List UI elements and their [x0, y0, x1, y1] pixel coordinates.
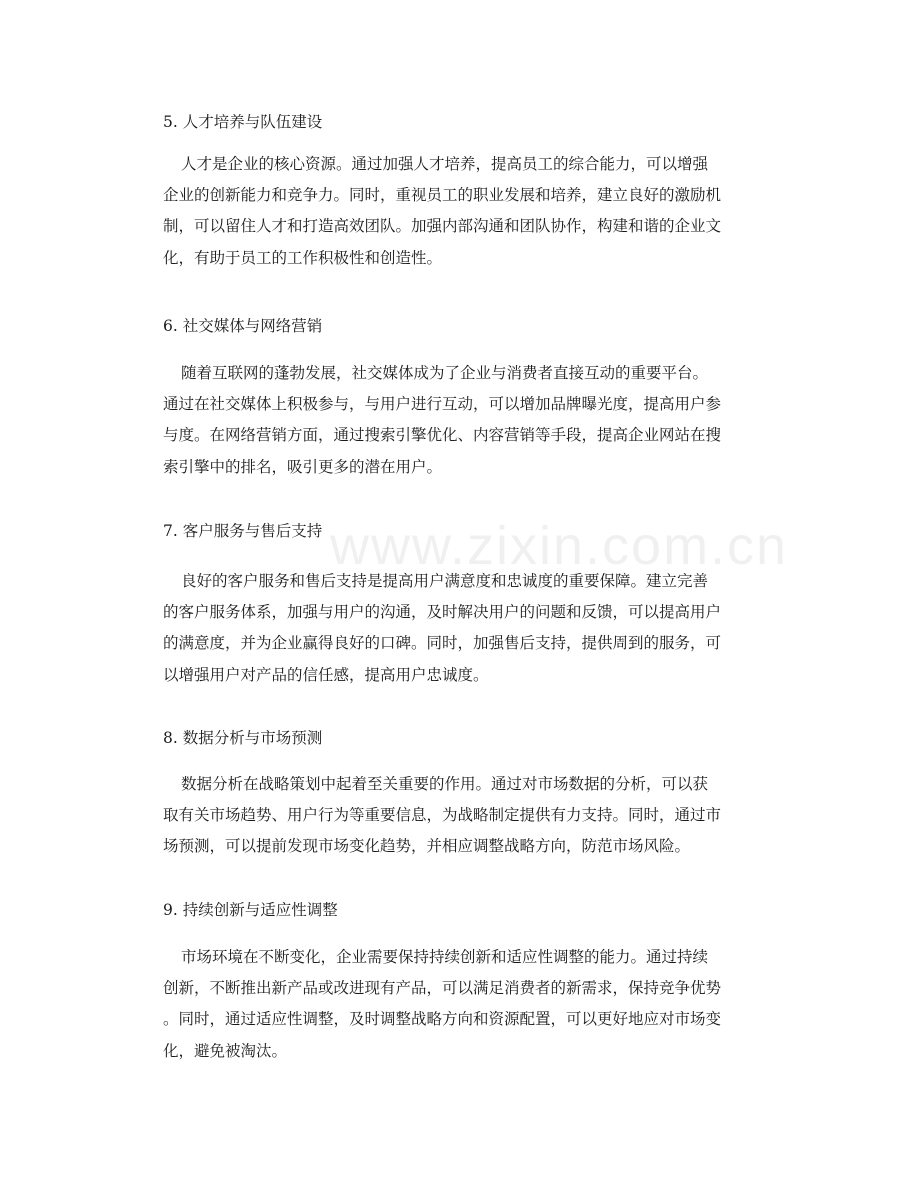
section-heading: 9. 持续创新与适应性调整	[163, 901, 338, 919]
paragraph-line: 随着互联网的蓬勃发展，社交媒体成为了企业与消费者直接互动的重要平台。	[181, 364, 709, 382]
section-heading: 7. 客户服务与售后支持	[163, 522, 323, 540]
section-heading: 6. 社交媒体与网络营销	[163, 317, 323, 335]
paragraph-line: 的客户服务体系，加强与用户的沟通，及时解决用户的问题和反馈，可以提高用户	[163, 603, 722, 621]
paragraph-line: 化，有助于员工的工作积极性和创造性。	[163, 249, 443, 267]
paragraph-line: 企业的创新能力和竞争力。同时，重视员工的职业发展和培养，建立良好的激励机	[163, 186, 722, 204]
paragraph-line: 取有关市场趋势、用户行为等重要信息，为战略制定提供有力支持。同时，通过市	[163, 806, 722, 824]
paragraph-line: 的满意度，并为企业赢得良好的口碑。同时，加强售后支持，提供周到的服务，可	[163, 634, 722, 652]
paragraph-line: 化，避免被淘汰。	[163, 1042, 288, 1060]
paragraph-line: 索引擎中的排名，吸引更多的潜在用户。	[163, 458, 443, 476]
paragraph-line: 以增强用户对产品的信任感，提高用户忠诚度。	[163, 666, 489, 684]
paragraph-line: 市场环境在不断变化，企业需要保持持续创新和适应性调整的能力。通过持续	[181, 948, 709, 966]
paragraph-line: 场预测，可以提前发现市场变化趋势，并相应调整战略方向，防范市场风险。	[163, 837, 691, 855]
paragraph-line: 通过在社交媒体上积极参与，与用户进行互动，可以增加品牌曝光度，提高用户参	[163, 395, 722, 413]
watermark: www.zixin.com.cn	[330, 516, 789, 576]
section-heading: 8. 数据分析与市场预测	[163, 729, 323, 747]
paragraph-line: 良好的客户服务和售后支持是提高用户满意度和忠诚度的重要保障。建立完善	[181, 572, 709, 590]
paragraph-line: 制，可以留住人才和打造高效团队。加强内部沟通和团队协作，构建和谐的企业文	[163, 217, 722, 235]
section-heading: 5. 人才培养与队伍建设	[163, 113, 323, 131]
paragraph-line: 人才是企业的核心资源。通过加强人才培养，提高员工的综合能力，可以增强	[181, 155, 709, 173]
paragraph-line: 。同时，通过适应性调整，及时调整战略方向和资源配置，可以更好地应对市场变	[163, 1010, 722, 1028]
paragraph-line: 与度。在网络营销方面，通过搜索引擎优化、内容营销等手段，提高企业网站在搜	[163, 426, 722, 444]
paragraph-line: 数据分析在战略策划中起着至关重要的作用。通过对市场数据的分析，可以获	[181, 775, 709, 793]
paragraph-line: 创新，不断推出新产品或改进现有产品，可以满足消费者的新需求，保持竞争优势	[163, 979, 722, 997]
